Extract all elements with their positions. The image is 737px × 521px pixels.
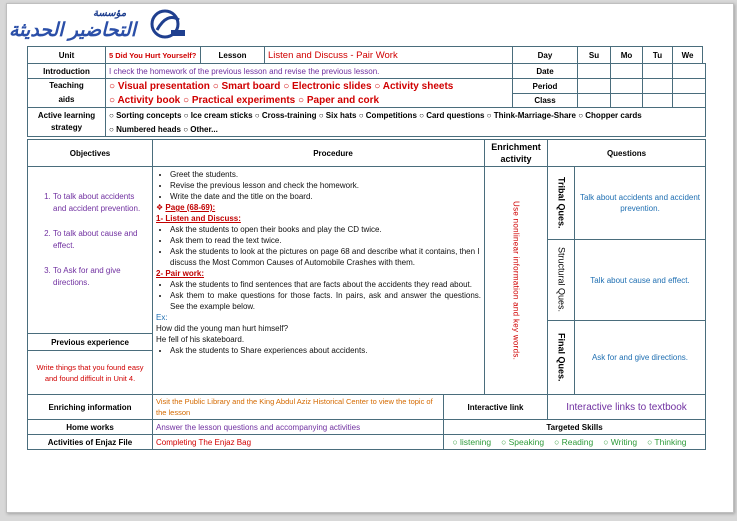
strategy-3-label: Cross-training <box>261 111 317 120</box>
skill-listening[interactable]: ○ listening <box>452 436 492 447</box>
enrichment-text: Use nonlinear information and key words. <box>511 200 521 361</box>
aid-5[interactable]: ○ Activity book <box>109 95 181 106</box>
interactive-link-cell[interactable] <box>547 394 706 420</box>
teaching-aids-cell <box>105 78 513 108</box>
period-su <box>577 78 611 94</box>
aid-6-label: Practical experiments <box>191 95 296 106</box>
class-mo <box>610 93 643 108</box>
targeted-label-cell <box>443 419 706 435</box>
strategy-8-label: Chopper cards <box>585 111 642 120</box>
introduction-label-cell <box>27 63 106 79</box>
strategy-4[interactable]: ○ Six hats <box>318 111 357 120</box>
strategy-10[interactable]: ○ Other... <box>183 125 218 134</box>
lesson-value-cell <box>264 46 513 64</box>
structural-ques-text: Talk about cause and effect. <box>590 275 690 285</box>
homeworks-text: Answer the lesson questions and accompanying activities <box>156 422 361 432</box>
skill-reading-label: Reading <box>561 436 594 447</box>
class-su <box>577 93 611 108</box>
skill-speaking[interactable]: ○ Speaking <box>501 436 545 447</box>
proc-s2-1: • Ask the students to find sentences that are facts about the accidents they read about. <box>170 279 481 290</box>
aid-1-label: Visual presentation <box>117 81 210 92</box>
proc-intro-3: • Write the date and the title on the board. <box>170 191 481 202</box>
objective-3: 3. To Ask for and give directions. <box>53 265 149 289</box>
class-tu <box>642 93 673 108</box>
proc-final: • Ask the students to Share experiences about accidents. <box>170 345 481 356</box>
proc-page-label: Page (68-69): <box>165 203 216 212</box>
aid-7-label: Paper and cork <box>306 95 380 106</box>
proc-intro-1: • Greet the students. <box>170 169 481 180</box>
aid-5-label: Activity book <box>117 95 181 106</box>
objective-1: 1. To talk about accidents and accident prevention. <box>53 191 149 215</box>
unit-label-cell <box>27 46 106 64</box>
day-su: Su <box>588 50 600 60</box>
enriching-label-cell <box>27 394 153 420</box>
proc-s1-2: • Ask them to read the text twice. <box>170 235 481 246</box>
homeworks-label-cell <box>27 419 153 435</box>
introduction-label: Introduction <box>43 66 90 76</box>
strategy-4-label: Six hats <box>325 111 357 120</box>
interactive-label: Interactive link <box>467 402 524 412</box>
procedure-header <box>152 139 514 167</box>
skill-reading[interactable]: ○ Reading <box>554 436 594 447</box>
date-we <box>672 63 706 79</box>
strategy-7-label: Think-Marriage-Share <box>493 111 576 120</box>
period-we <box>672 78 706 94</box>
procedure-header-label: Procedure <box>313 148 353 158</box>
teaching-aids-label-1: Teaching <box>49 81 84 90</box>
unit-label: Unit <box>58 50 75 60</box>
skill-thinking-label: Thinking <box>654 436 687 447</box>
aid-6[interactable]: ○ Practical experiments <box>183 95 296 106</box>
day-tu: Tu <box>652 50 663 60</box>
aid-7[interactable]: ○ Paper and cork <box>298 95 380 106</box>
class-label-cell <box>512 93 578 108</box>
procedure-cell <box>152 166 485 395</box>
aid-2[interactable]: ○ Smart board <box>212 81 281 92</box>
strategy-10-label: Other... <box>190 125 218 134</box>
proc-s2-2: • Ask them to make questions for those facts. In pairs, ask and answer the questions. See the example below. <box>170 290 481 312</box>
date-su <box>577 63 611 79</box>
skill-speaking-label: Speaking <box>508 436 545 447</box>
enriching-label: Enriching information <box>48 402 132 412</box>
class-label: Class <box>534 96 556 105</box>
proc-s1-1: • Ask the students to open their books and play the CD twice. <box>170 224 481 235</box>
enriching-text: Visit the Public Library and the King Abdul Aziz Historical Center to view the topic of the lesson <box>156 397 433 417</box>
proc-ex-answer: He fell of his skateboard. <box>156 335 245 344</box>
skill-thinking[interactable]: ○ Thinking <box>647 436 687 447</box>
period-tu <box>642 78 673 94</box>
teaching-aids-label-cell <box>27 78 106 108</box>
aid-4-label: Activity sheets <box>382 81 454 92</box>
tribal-ques-label: Tribal Ques. <box>556 177 567 229</box>
homeworks-text-cell <box>152 419 444 435</box>
enrichment-header-2: activity <box>500 154 532 164</box>
aid-3[interactable]: ○ Electronic slides <box>283 81 372 92</box>
strategy-5[interactable]: ○ Competitions <box>358 111 417 120</box>
plan-body <box>27 46 706 451</box>
previous-experience-text-cell <box>27 350 153 395</box>
questions-header-label: Questions <box>606 148 647 158</box>
enjaz-label: Activities of Enjaz File <box>47 437 133 447</box>
aid-2-label: Smart board <box>221 81 281 92</box>
date-label-cell <box>512 63 578 79</box>
period-mo <box>610 78 643 94</box>
objectives-header <box>27 139 153 167</box>
homeworks-label: Home works <box>66 422 114 432</box>
strategy-9[interactable]: ○ Numbered heads <box>109 125 181 134</box>
day-su-cell <box>577 46 611 64</box>
lesson-label-cell <box>200 46 265 64</box>
lesson-value: Listen and Discuss - Pair Work <box>268 49 398 61</box>
strategy-8[interactable]: ○ Chopper cards <box>578 111 642 120</box>
proc-section-2: 2- Pair work: <box>156 269 205 278</box>
proc-intro-2: • Revise the previous lesson and check the homework. <box>170 180 481 191</box>
teaching-aids-label-2: aids <box>58 95 75 104</box>
proc-ex-question: How did the young man hurt himself? <box>156 324 289 333</box>
introduction-text-cell <box>105 63 513 79</box>
logo <box>9 8 187 48</box>
strategy-cell <box>105 107 706 137</box>
day-we: We <box>681 50 694 60</box>
proc-page <box>156 202 481 213</box>
strategy-label-1: Active learning <box>37 111 96 120</box>
day-we-cell <box>672 46 703 64</box>
objective-2: 2. To talk about cause and effect. <box>53 228 149 252</box>
aid-4[interactable]: ○ Activity sheets <box>374 81 454 92</box>
unit-value-cell <box>105 46 201 64</box>
period-label: Period <box>532 81 558 91</box>
skill-writing-label: Writing <box>610 436 638 447</box>
logo-line-1: مؤسسة <box>93 8 127 19</box>
proc-section-1: 1- Listen and Discuss: <box>156 214 241 223</box>
enjaz-text: Completing The Enjaz Bag <box>156 437 252 447</box>
structural-ques-text-cell <box>574 239 706 321</box>
date-tu <box>642 63 673 79</box>
date-mo <box>610 63 643 79</box>
period-label-cell <box>512 78 578 94</box>
enrichment-header <box>484 139 548 167</box>
tribal-ques-text-cell <box>574 166 706 240</box>
final-ques-label: Final Ques. <box>556 333 567 382</box>
date-label: Date <box>536 66 554 76</box>
day-label-cell <box>512 46 578 64</box>
final-ques-text: Ask for and give directions. <box>591 353 689 362</box>
proc-ex-label: Ex: <box>156 313 168 322</box>
skill-writing[interactable]: ○ Writing <box>603 436 638 447</box>
strategy-9-label: Numbered heads <box>116 125 181 134</box>
strategy-5-label: Competitions <box>365 111 417 120</box>
enjaz-label-cell <box>27 434 153 450</box>
day-mo-cell <box>610 46 643 64</box>
questions-header <box>547 139 706 167</box>
interactive-label-cell <box>443 394 548 420</box>
targeted-label: Targeted Skills <box>546 422 603 432</box>
enjaz-text-cell <box>152 434 444 450</box>
final-ques-text-cell <box>574 320 706 395</box>
day-tu-cell <box>642 46 673 64</box>
diamond-icon: ❖ <box>156 203 164 212</box>
proc-s1-3: • Ask the students to look at the pictures on page 68 and describe what it contains, then I discuss the Most Common Causes of Automobile Crashes with them. <box>170 246 481 268</box>
lesson-label: Lesson <box>218 50 247 60</box>
objectives-header-label: Objectives <box>69 148 111 158</box>
targeted-skills-cell <box>443 434 706 450</box>
logo-icon <box>147 8 187 44</box>
skill-listening-label: listening <box>459 436 492 447</box>
tribal-ques-label-cell <box>547 166 575 240</box>
strategy-2-label: Ice cream sticks <box>190 111 253 120</box>
class-we <box>672 93 706 108</box>
strategy-1[interactable]: ○ Sorting concepts <box>109 111 182 120</box>
previous-experience-text: Write things that you found easy and found difficult in Unit 4. <box>36 362 144 383</box>
tribal-ques-text: Talk about accidents and accident prevention. <box>579 193 701 213</box>
day-label: Day <box>537 50 553 60</box>
unit-value: 5 Did You Hurt Yourself? <box>109 50 197 60</box>
structural-ques-label-cell <box>547 239 575 321</box>
strategy-1-label: Sorting concepts <box>116 111 182 120</box>
strategy-2[interactable]: ○ Ice cream sticks <box>183 111 253 120</box>
previous-experience-label-cell <box>27 333 153 351</box>
aid-3-label: Electronic slides <box>292 81 372 92</box>
day-mo: Mo <box>620 50 633 60</box>
previous-experience-label: Previous experience <box>51 337 129 347</box>
strategy-6-label: Card questions <box>426 111 485 120</box>
interactive-link[interactable]: Interactive links to textbook <box>566 401 687 413</box>
enrichment-cell <box>484 166 548 395</box>
aid-1[interactable]: ○ Visual presentation <box>109 81 210 92</box>
strategy-label-cell <box>27 107 106 137</box>
strategy-label-2: strategy <box>50 123 83 132</box>
objectives-cell <box>27 166 153 334</box>
logo-line-2: التحاضير الحديثة <box>9 20 136 41</box>
introduction-text: I check the homework of the previous lesson and revise the previous lesson. <box>109 66 380 76</box>
structural-ques-label: Structural Ques. <box>556 247 567 313</box>
enrichment-header-1: Enrichment <box>491 142 541 152</box>
strategy-3[interactable]: ○ Cross-training <box>254 111 317 120</box>
strategy-6[interactable]: ○ Card questions <box>419 111 485 120</box>
enriching-text-cell <box>152 394 444 420</box>
strategy-7[interactable]: ○ Think-Marriage-Share <box>486 111 576 120</box>
final-ques-label-cell <box>547 320 575 395</box>
